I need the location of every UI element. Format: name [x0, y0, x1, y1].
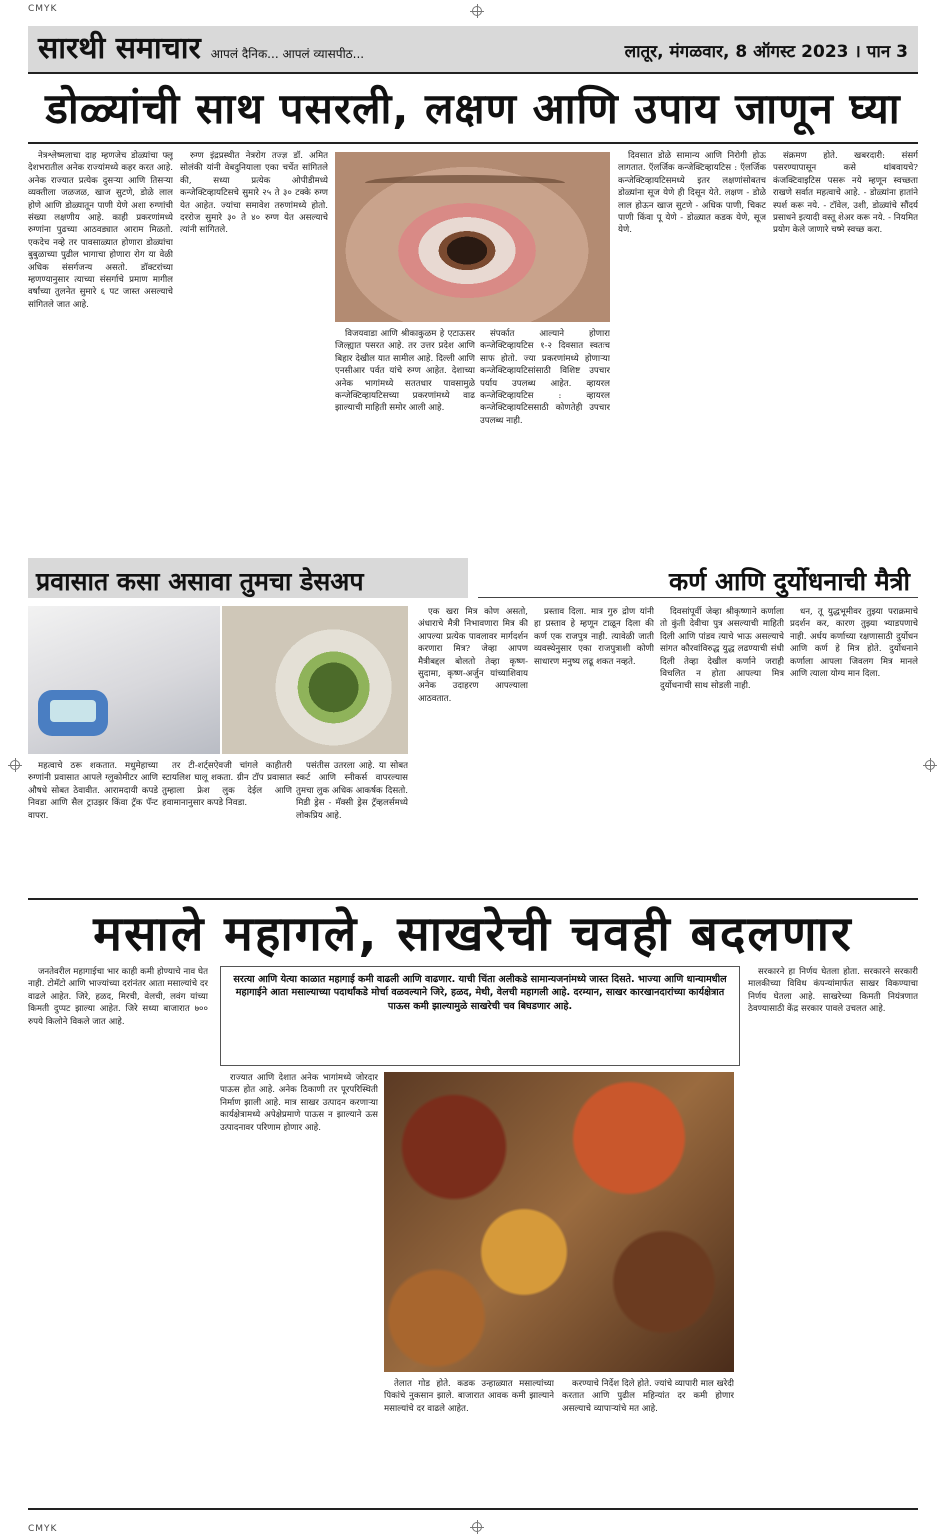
story2-photo-food-bowl	[222, 606, 408, 754]
story1-column: संपर्कात आल्याने होणारा कन्जेक्टिव्हायटिस १-२ दिवसात स्वतःच साफ होतो. ज्या प्रकरणांमध्ये होणाऱ्या कन्जेक्टिव्हायटिसांसाठी विशिष्ट उपचार पर्याय उपलब्ध आहेत. व्हायरल कन्जेक्टिव्हायटिस : व्हायरल कन्जेक्टिव्हायटिससाठी कोणतेही उपचार उपलब्ध नाही.	[480, 329, 610, 426]
dateline: लातूर, मंगळवार, 8 ऑगस्ट 2023 । पान 3	[624, 42, 908, 62]
registration-mark-icon	[472, 1522, 482, 1532]
story3-column: प्रस्ताव दिला. मात्र गुरु द्रोण यांनी हा प्रस्ताव हे म्हणून टाळून दिला की कर्ण एक राजपुत्र नाही. त्यावेळी जाती व्यवस्थेनुसार एका राजपुत्राशी कोणी साधारण मनुष्य लढू शकत नव्हते.	[534, 607, 654, 667]
registration-mark-icon	[472, 6, 482, 16]
story4-summary-box: सरत्या आणि येत्या काळात महागाई कमी वाढली आणि वाढणार. याची चिंता अलीकडे सामान्यजनांमध्ये जास्त दिसते. भाज्या आणि धान्यामधील महागाईने आता मसाल्याच्या पदार्थांकडे मोर्चा वळवल्याने जिरे, हळद, मेथी, वेलची महागली आहे. दरम्यान, साखर कारखानदारांच्या कार्यक्षेत्रात पाऊस कमी झाल्यामुळे साखरेची चव बिघडणार आहे.	[220, 966, 740, 1066]
story1-headline: डोळ्यांची साथ पसरली, लक्षण आणि उपाय जाणून घ्या	[45, 84, 901, 133]
story3-column: दिवसांपूर्वी जेव्हा श्रीकृष्णाने कर्णाला तो कुंती देवीचा पुत्र असल्याची माहिती दिली आणि पांडव त्याचे भाऊ असल्याचे सांगत कौरवांविरुद्ध युद्ध लढण्याची संधी दिली तेव्हा देखील कर्णाने जराही विचलित न होता आपल्या मित्र दुर्योधनाची साथ सोडली नाही.	[660, 607, 784, 692]
story2-column: तर टी-शर्ट्सऐवजी चांगले काहीतरी स्टायलिश घालू शकता. ग्रीन टॉप प्रवासात तुम्हाला फ्रेश लुक देईल आणि हवामानानुसार कपडे निवडा.	[162, 761, 292, 809]
print-mark-top: CMYK	[28, 4, 58, 14]
story1-column: विजयवाडा आणि श्रीकाकुळम हे एटाऊसर जिल्ह्यात पसरत आहे. तर उत्तर प्रदेश आणि बिहार देखील यात सामील आहे. दिल्ली आणि एनसीआर पर्वत यांचे रुग्ण आहेत. देशाच्या अनेक भागांमध्ये सततधार पावसामुळे कन्जेक्टिव्हायटिसच्या प्रकरणांमध्ये वाढ झाल्याची माहिती समोर आली आहे.	[335, 329, 475, 414]
glucose-meter-screen	[50, 700, 96, 722]
registration-mark-icon	[925, 760, 935, 770]
story4-headline: मसाले महागले, साखरेची चवही बदलणार	[93, 906, 853, 962]
newspaper-name: सारथी समाचार	[38, 31, 201, 66]
story3-headline: कर्ण आणि दुर्योधनाची मैत्री	[478, 558, 918, 598]
story1-photo-brow	[365, 175, 565, 191]
story1-column: नेत्रश्लेष्मलाचा दाह म्हणजेच डोळ्यांचा फ्लू देशभरातील अनेक राज्यांमध्ये कहर करत आहे. अनेक राज्यात प्रत्येक दुसऱ्या आणि तिसऱ्या व्यक्तीला जळजळ, खाज सुटणे, डोळे लाल होणे आणि डोळ्यातून पाणी येणे अशा रुग्णांची संख्या लक्षणीय आहे. काही प्रकरणांमध्ये रुग्णांना पुढच्या आठवड्यात आराम मिळतो. एकदेच नव्हे तर पावसाळ्यात होणारा डोळ्यांचा बुबुळाच्या पुढील भागाचा होणारा रोग या वेळी अधिक संसर्गजन्य असतो. डॉक्टरांच्या म्हणण्यानुसार त्याच्या संसर्गाचे प्रमाण मागील वर्षांच्या तुलनेत सुमारे ६ पट जास्त असल्याचे सांगितले जात आहे.	[28, 151, 173, 310]
story4-column: करण्याचे निर्देश दिले होते. ज्यांचे व्यापारी माल खरेदी करतात आणि पुढील महिन्यांत दर कमी होणार असल्याचे व्यापाऱ्यांचे मत आहे.	[562, 1379, 734, 1414]
story1-column: रुग्ण इंद्रप्रस्थीत नेत्ररोग तज्ज्ञ डॉ. अमित सोलंकी यांनी वेबदुनियाला एका चर्चेत सांगितले की, सध्या प्रत्येक ओपीडीमध्ये कन्जेक्टिव्हायटिसचे सुमारे २५ ते ३० टक्के रुग्ण येत आहेत. ज्यांचा समावेश तरुणांमध्ये होतो. दररोज सुमारे ३० ते ४० रुग्ण येत असल्याचे त्यांनी सांगितले.	[180, 151, 328, 236]
story4-column: तेलात गोड होते. कडक उन्हाळ्यात मसाल्यांच्या पिकांचे नुकसान झाले. बाजारात आवक कमी झाल्याने मसाल्यांचे दर वाढले आहेत.	[384, 1379, 554, 1414]
story4-column: जनतेवरील महागाईचा भार काही कमी होण्याचे नाव घेत नाही. टोमॅटो आणि भाज्यांच्या दरांनंतर आता मसाल्यांचे दर वाढले आहेत. जिरे, हळद, मिरची, वेलची, लवंग यांच्या किमती दुप्पट झाल्या आहेत. जिरे सध्या बाजारात ७०० रुपये किलोने विकले जात आहे.	[28, 967, 208, 1027]
registration-mark-icon	[10, 760, 20, 770]
masthead	[28, 26, 918, 74]
print-mark-bottom: CMYK	[28, 1524, 58, 1534]
story3-column: एक खरा मित्र कोण असतो, अंधाराचे मैत्री निभावणारा मित्र की आपल्या प्रत्येक पावलावर मार्गदर्शन करणारा मित्र? जेव्हा आपण मैत्रीबद्दल बोलतो तेव्हा कृष्ण-सुदामा, कृष्ण-अर्जुन यांच्याशिवाय अनेक उदाहरण आपल्याला आठवतात.	[418, 607, 528, 704]
story2-headline: प्रवासात कसा असावा तुमचा डेसअप	[28, 558, 468, 598]
divider	[28, 898, 918, 900]
divider	[28, 142, 918, 144]
story1-column: संक्रमण होते. खबरदारी: संसर्ग पसरण्यापासून कसे थांबवायचे? कंजक्टिवाइटिस पसरू नये म्हणून स्वच्छता राखणे सर्वात महत्वाचे आहे. - डोळ्यांना हातांने स्पर्श करू नये. - टॉवेल, उशी, डोळ्यांचे सौंदर्य प्रसाधने इत्यादी वस्तू शेअर करू नये. - नियमित प्रयोग केले जाणारे चष्मे स्वच्छ करा.	[773, 151, 918, 236]
story2-column: पसंतीस उतरला आहे. या सोबत स्कर्ट आणि स्नीकर्स वापरल्यास तुमचा लुक अधिक आकर्षक दिसतो. मिडी ड्रेस - मॅक्सी ड्रेस ट्रॅव्हलर्समध्ये लोकप्रिय आहे.	[296, 761, 408, 821]
story4-column: सरकारने हा निर्णय घेतला होता. सरकारने सरकारी मालकीच्या विविध कंपन्यांमार्फत साखर विकण्याचा निर्णय घेतला आहे. साखरेच्या किमती नियंत्रणात ठेवण्यासाठी केंद्र सरकार पावले उचलत आहे.	[748, 967, 918, 1015]
page-bottom-rule	[28, 1508, 918, 1510]
story2-column: महत्वाचे ठरू शकतात. मधुमेहाच्या रुग्णांनी प्रवासात आपले ग्लुकोमीटर आणि औषधे सोबत ठेवावीत. आरामदायी कपडे निवडा आणि सैल ट्राउझर किंवा ट्रॅक पॅन्ट वापरा.	[28, 761, 158, 821]
story4-photo-spices	[384, 1072, 734, 1372]
story4-column: राज्यात आणि देशात अनेक भागांमध्ये जोरदार पाऊस होत आहे. अनेक ठिकाणी तर पूरपरिस्थिती निर्माण झाली आहे. मात्र साखर उत्पादन करणाऱ्या कार्यक्षेत्रामध्ये अपेक्षेप्रमाणे पाऊस न झाल्याने ऊस उत्पादनावर परिणाम होणार आहे.	[220, 1073, 378, 1133]
story3-column: धन, तू युद्धभूमीवर तुझ्या पराक्रमाचे प्रदर्शन कर, कारण तुझ्या भ्याडपणाचे नाही. अर्धय कर्णाच्या रक्षणासाठी दुर्योधन आणि कर्ण हे मित्र होते. दुर्योधनाने कर्णाला आपला जिवलग मित्र मानले आणि त्याला योग्य मान दिला.	[790, 607, 918, 680]
story1-column: दिवसात डोळे सामान्य आणि निरोगी होऊ लागतात. ऍलर्जिक कन्जेक्टिव्हायटिस : ऍलर्जिक कन्जेक्टिव्हायटिसमध्ये इतर लक्षणांसोबतच डोळ्यांना सूज येणे ही दिसून येते. लक्षण - डोळे लाल होऊन खाज सुटणे - अधिक पाणी, चिकट पाणी किंवा पू येणे - डोळ्यात कडक येणे, सूज येणे.	[618, 151, 766, 236]
newspaper-tagline: आपलं दैनिक... आपलं व्यासपीठ...	[210, 47, 365, 61]
